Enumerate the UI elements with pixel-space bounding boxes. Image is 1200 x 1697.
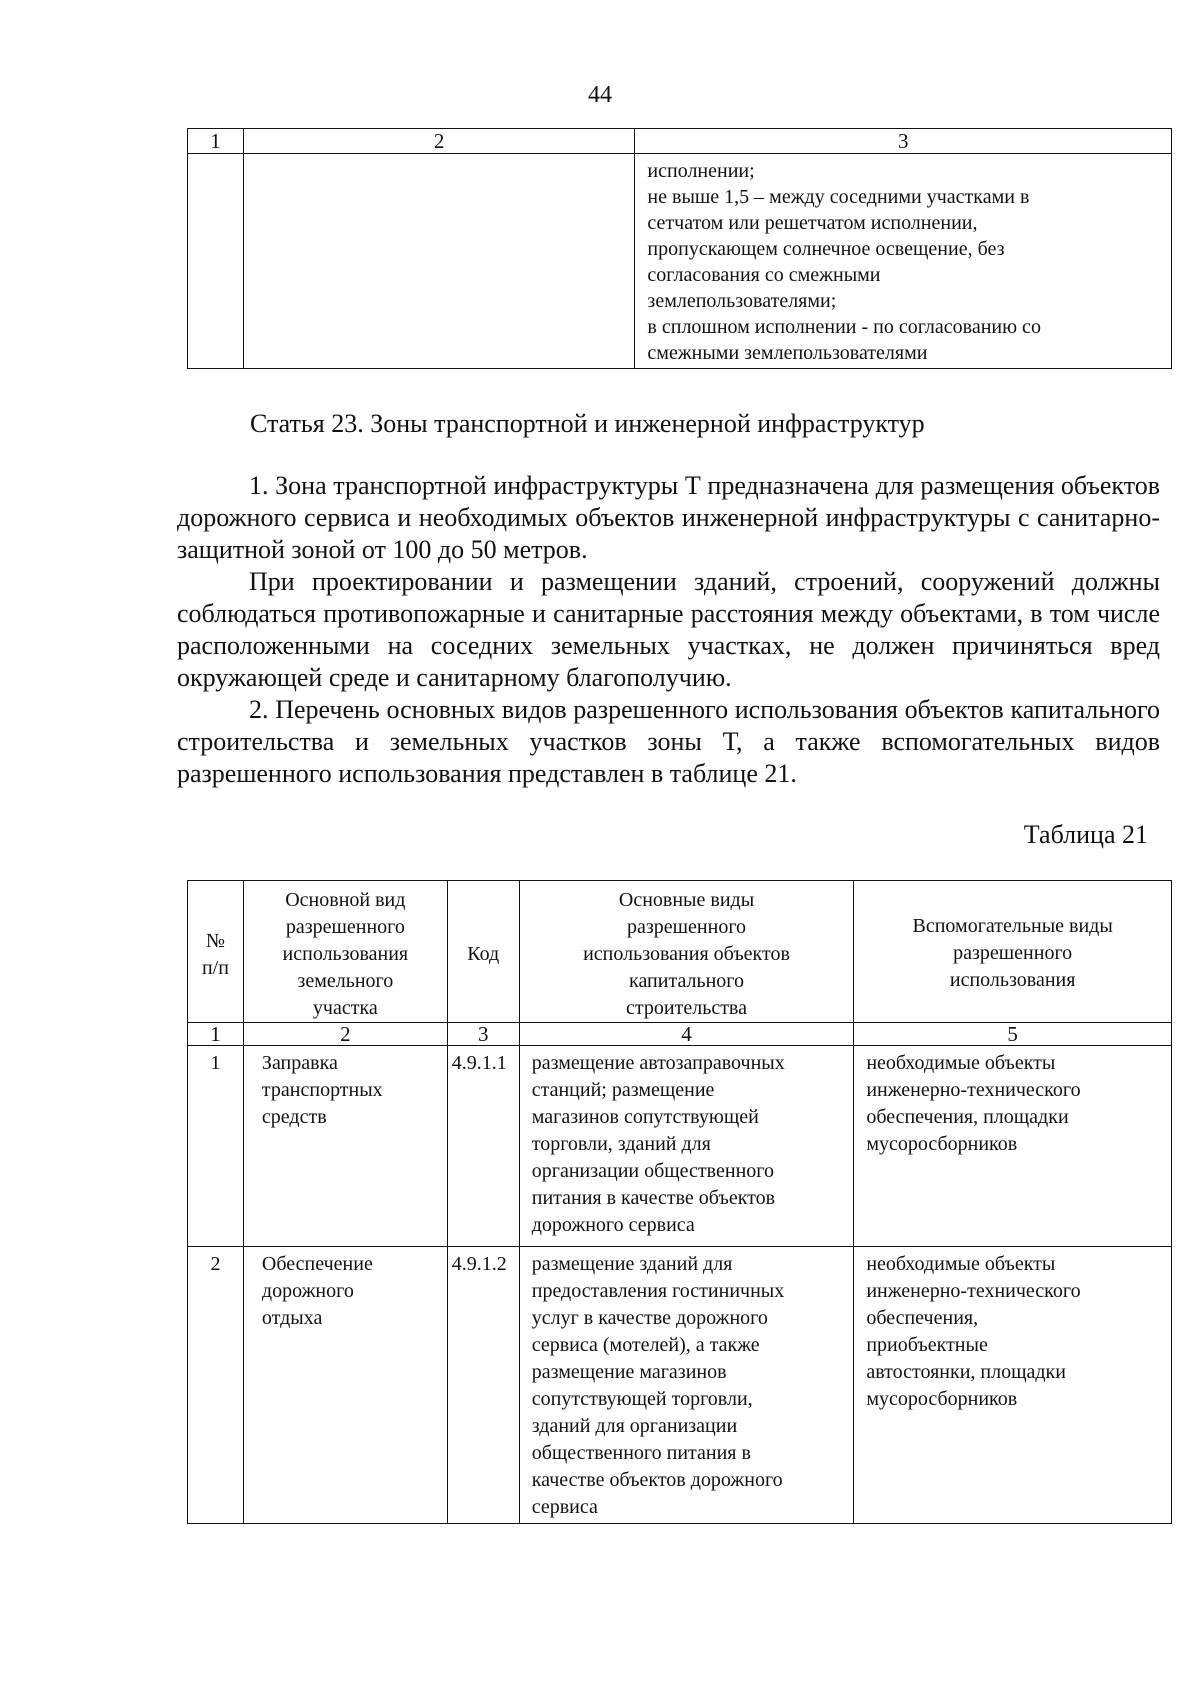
text-line: магазинов сопутствующей: [531, 1106, 759, 1128]
header-line: использования: [282, 943, 409, 965]
text-line: автостоянки, площадки: [866, 1361, 1066, 1383]
header-land-use: [243, 881, 447, 1023]
text-line: сетчатом или решетчатом исполнении,: [647, 212, 978, 234]
text-line: дорожного сервиса: [531, 1214, 695, 1236]
paragraph-text: 2. Перечень основных видов разрешенного использования объектов капитального строительства и земельных участков зоны Т, а также вспомогательных видов разрешенного использования представлен в таблице 21.: [177, 695, 1160, 788]
text-line: мусоросборников: [866, 1133, 1018, 1155]
table-row: [188, 1247, 1172, 1524]
column-number: 1: [188, 1023, 244, 1046]
paragraph-text: 1. Зона транспортной инфраструктуры Т предназначена для размещения объектов дорожного сервиса и необходимых объектов инженерной инфраструктуры с санитарно-защитной зоной от 100 до 50 метров.: [177, 471, 1160, 564]
text-line: транспортных: [261, 1079, 383, 1101]
header-line: разрешенного: [285, 916, 405, 938]
col-header-1: 1: [188, 129, 244, 154]
header-line: Основной вид: [285, 889, 406, 911]
text-line: в сплошном исполнении - по согласованию со: [647, 316, 1041, 338]
column-number: 5: [854, 1023, 1172, 1046]
header-line: разрешенного: [953, 942, 1073, 964]
text-line: мусоросборников: [866, 1388, 1018, 1410]
column-number: 3: [447, 1023, 519, 1046]
text-line: торговли, зданий для: [531, 1133, 711, 1155]
main-uses-cell: [519, 1247, 854, 1524]
land-use-table: [187, 880, 1172, 1524]
text-line: Обеспечение: [261, 1253, 373, 1275]
header-line: использования объектов: [583, 943, 790, 965]
auxiliary-uses-cell: [854, 1247, 1172, 1524]
header-line: использования: [949, 969, 1076, 991]
header-line: строительства: [626, 997, 747, 1019]
text-line: Заправка: [261, 1052, 338, 1074]
text-line: землепользователями;: [647, 290, 837, 312]
code-cell: 4.9.1.1: [447, 1046, 519, 1247]
text-line: приобъектные: [866, 1334, 988, 1356]
table-caption: Таблица 21: [1023, 820, 1148, 849]
text-line: обеспечения, площадки: [866, 1106, 1069, 1128]
text-line: предоставления гостиничных: [531, 1280, 785, 1302]
paragraph-text: При проектировании и размещении зданий, строений, сооружений должны соблюдаться противопожарные и санитарные расстояния между объектами, в том числе расположенными на соседних земельных участках, не должен причиняться вред окружающей среде и санитарному благополучию.: [177, 567, 1160, 692]
text-line: организации общественного: [531, 1160, 774, 1182]
row-number: 1: [188, 1046, 244, 1247]
text-line: услуг в качестве дорожного: [531, 1307, 768, 1329]
table-row: [188, 1046, 1172, 1247]
auxiliary-uses-cell: [854, 1046, 1172, 1247]
header-line: Вспомогательные виды: [912, 915, 1113, 937]
main-uses-cell: [519, 1046, 854, 1247]
text-line: общественного питания в: [531, 1442, 751, 1464]
paragraph-3: [177, 694, 1160, 790]
text-line: согласования со смежными: [647, 264, 881, 286]
header-line: разрешенного: [627, 916, 747, 938]
fence-requirements-cell: [635, 154, 1172, 369]
header-line: п/п: [201, 956, 229, 979]
text-line: необходимые объекты: [866, 1253, 1056, 1275]
paragraph-1: [177, 470, 1160, 566]
header-line: Код: [467, 943, 500, 965]
col-header-2: 2: [243, 129, 634, 154]
header-line: участка: [312, 997, 378, 1019]
text-line: сервиса: [531, 1496, 598, 1518]
text-line: качестве объектов дорожного: [531, 1469, 783, 1491]
text-line: не выше 1,5 – между соседними участками в: [647, 186, 1030, 208]
header-auxiliary-uses: [854, 881, 1172, 1023]
article-heading: Статья 23. Зоны транспортной и инженерной инфраструктур: [250, 409, 925, 438]
empty-cell: [243, 154, 634, 369]
text-line: исполнении;: [647, 160, 755, 182]
text-line: питания в качестве объектов: [531, 1187, 776, 1209]
text-line: размещение зданий для: [531, 1253, 733, 1275]
header-main-uses: [519, 881, 854, 1023]
text-line: обеспечения,: [866, 1307, 979, 1329]
text-line: необходимые объекты: [866, 1052, 1056, 1074]
column-number: 4: [519, 1023, 854, 1046]
text-line: размещение магазинов: [531, 1361, 727, 1383]
text-line: пропускающем солнечное освещение, без: [647, 238, 1005, 260]
header-line: №: [205, 929, 225, 952]
header-line: земельного: [297, 970, 394, 992]
text-line: зданий для организации: [531, 1415, 738, 1437]
col-header-3: 3: [635, 129, 1172, 154]
header-code: [447, 881, 519, 1023]
text-line: отдыха: [261, 1307, 323, 1329]
continuation-table: [187, 128, 1172, 369]
text-line: смежными землепользователями: [647, 342, 928, 364]
text-line: дорожного: [261, 1280, 354, 1302]
row-number: 2: [188, 1247, 244, 1524]
header-line: Основные виды: [618, 889, 755, 911]
header-line: капитального: [629, 970, 745, 992]
land-use-cell: [243, 1046, 447, 1247]
paragraph-2: [177, 566, 1160, 694]
column-number: 2: [243, 1023, 447, 1046]
text-line: инженерно-технического: [866, 1079, 1081, 1101]
text-line: размещение автозаправочных: [531, 1052, 785, 1074]
text-line: сопутствующей торговли,: [531, 1388, 753, 1410]
land-use-cell: [243, 1247, 447, 1524]
empty-cell: [188, 154, 244, 369]
page-number: 44: [588, 82, 612, 108]
text-line: станций; размещение: [531, 1079, 715, 1101]
code-cell: 4.9.1.2: [447, 1247, 519, 1524]
text-line: инженерно-технического: [866, 1280, 1081, 1302]
header-number: [188, 881, 244, 1023]
text-line: средств: [261, 1106, 327, 1128]
text-line: сервиса (мотелей), а также: [531, 1334, 760, 1356]
